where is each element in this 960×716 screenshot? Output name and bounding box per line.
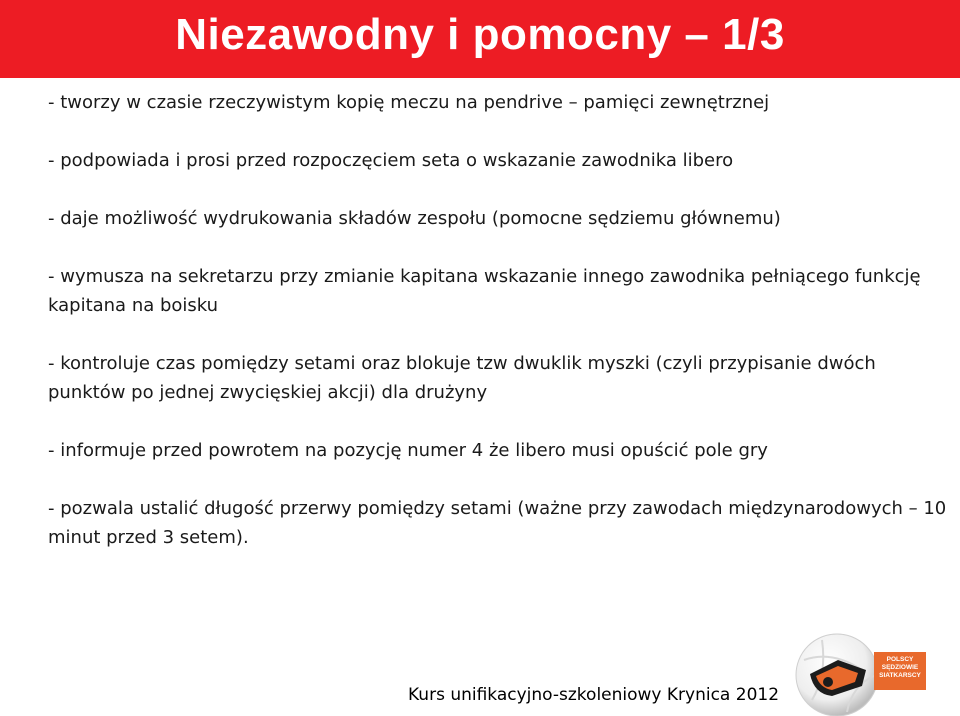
bullet-item: - informuje przed powrotem na pozycję numer 4 że libero musi opuścić pole gry xyxy=(48,440,768,461)
bullet-item: - kontroluje czas pomiędzy setami oraz blokuje tzw dwuklik myszki (czyli przypisanie dwóch punktów po jednej zwycięskiej akcji) dla drużyny xyxy=(48,353,876,403)
logo-line: SĘDZIOWIE xyxy=(881,664,919,671)
logo-line: SIATKARSCY xyxy=(879,672,921,679)
logo-sign xyxy=(874,652,926,690)
whistle-icon xyxy=(792,630,882,716)
logo-line: POLSCY xyxy=(886,656,914,663)
bullet-item: - pozwala ustalić długość przerwy pomiędzy setami (ważne przy zawodach międzynarodowych – 10 minut przed 3 setem). xyxy=(48,498,947,548)
bullet-item: - tworzy w czasie rzeczywistym kopię meczu na pendrive – pamięci zewnętrznej xyxy=(48,92,770,113)
bullet-item: - daje możliwość wydrukowania składów zespołu (pomocne sędziemu głównemu) xyxy=(48,208,781,229)
bullet-list xyxy=(48,88,948,581)
footer-text: Kurs unifikacyjno-szkoleniowy Krynica 2012 xyxy=(408,685,780,705)
bullet-item: - wymusza na sekretarzu przy zmianie kapitana wskazanie innego zawodnika pełniącego funkcję kapitana na boisku xyxy=(48,266,921,316)
slide-title: Niezawodny i pomocny – 1/3 xyxy=(175,10,785,59)
bullet-item: - podpowiada i prosi przed rozpoczęciem seta o wskazanie zawodnika libero xyxy=(48,150,734,171)
